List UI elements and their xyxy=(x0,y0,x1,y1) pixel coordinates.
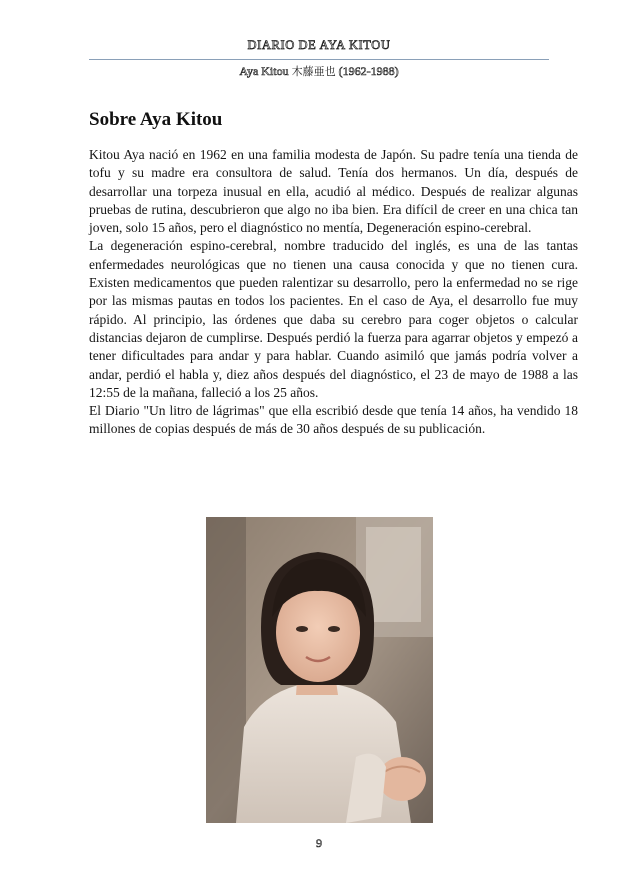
article-body xyxy=(89,146,578,439)
article-title: Sobre Aya Kitou xyxy=(89,109,223,130)
header-rule xyxy=(89,59,549,60)
running-header: DIARIO DE AYA KITOU xyxy=(247,38,391,52)
paragraph-1: Kitou Aya nació en 1962 en una familia modesta de Japón. Su padre tenía una tienda de tofu y su madre era consultora de salud. Tenía dos hermanos. Un día, después de desarrollar una torpeza inusual en ella, acudió al médico. Después de realizar algunas pruebas de rutina, descubrieron que algo no iba bien. Era difícil de creer en una chica tan joven, solo 15 años, pero el diagnóstico no mentía, Degeneración espino-cerebral. xyxy=(89,147,578,236)
portrait-photo xyxy=(206,517,433,823)
page-number: 9 xyxy=(316,836,322,850)
subheader-japanese-name: 木藤亜也 xyxy=(291,65,336,78)
portrait-illustration xyxy=(206,517,433,823)
subheader xyxy=(0,63,638,79)
subheader-years: (1962-1988) xyxy=(338,64,399,78)
paragraph-3: El Diario "Un litro de lágrimas" que ella escribió desde que tenía 14 años, ha vendido 18 millones de copias después de más de 30 años después de su publicación. xyxy=(89,403,578,437)
paragraph-2: La degeneración espino-cerebral, nombre traducido del inglés, es una de las tantas enfermedades neurológicas que no tienen una causa conocida y que no tienen cura. Existen medicamentos que pueden ralentizar su desarrollo, pero la enfermedad no se rige por las mismas pautas en todos los pacientes. En el caso de Aya, el desarrollo fue muy rápido. Al principio, las órdenes que daba su cerebro para coger objetos o calcular distancias dejaron de cumplirse. Después perdió la fuerza para agarrar objetos y empezó a tener dificultades para andar y para hablar. Cuando asimiló que jamás podría volver a andar, perdió el habla y, diez años después del diagnóstico, el 23 de mayo de 1988 a las 12:55 de la mañana, falleció a los 25 años. xyxy=(89,238,578,400)
subheader-name: Aya Kitou xyxy=(239,64,289,78)
